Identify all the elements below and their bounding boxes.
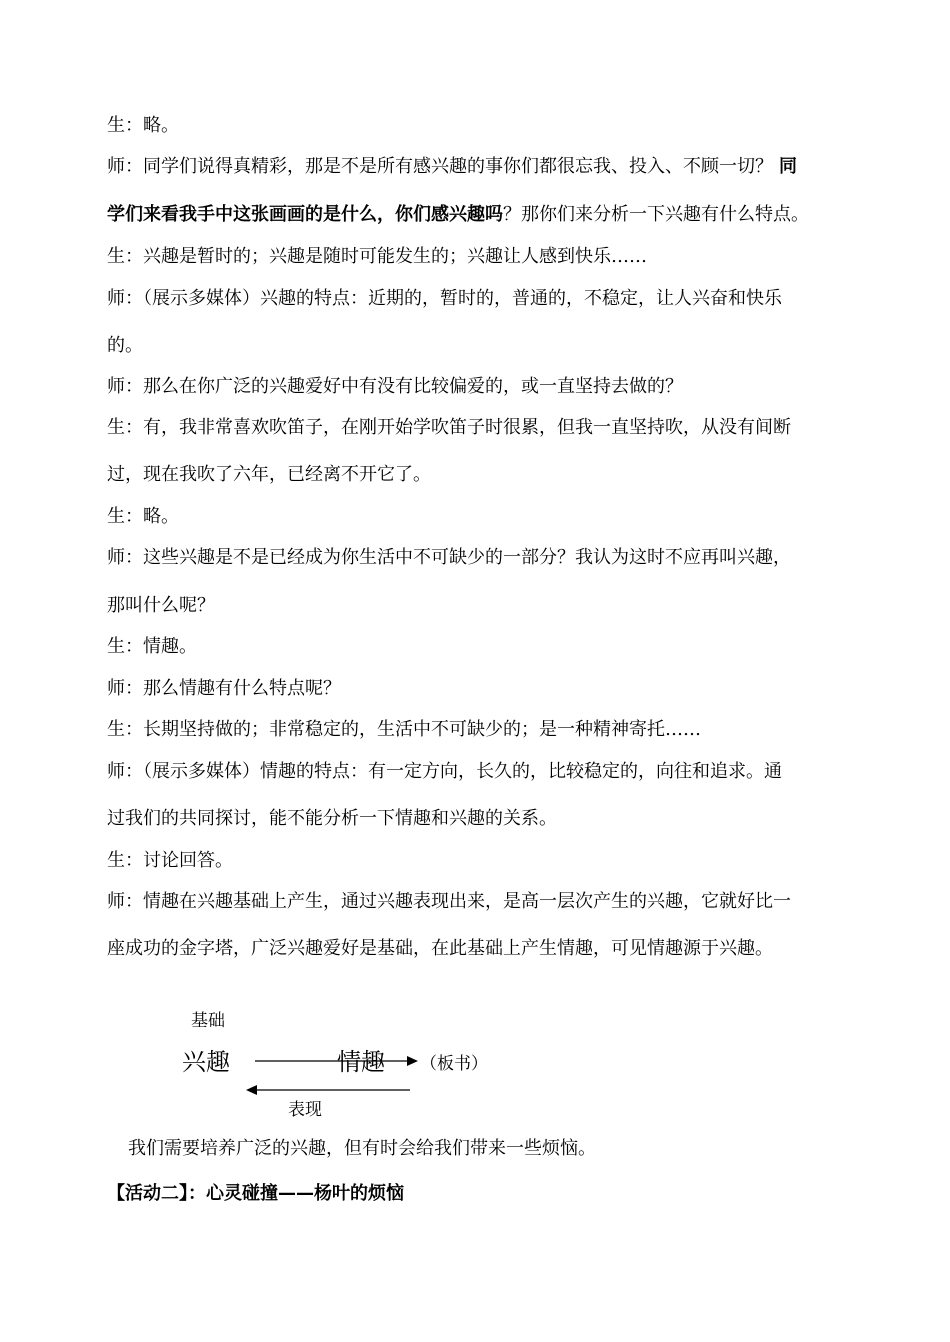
diagram-note: （板书）: [420, 1054, 488, 1074]
activity-heading: 【活动二】：心灵碰撞——杨叶的烦恼: [107, 1183, 404, 1204]
paragraph-line: 生：略。: [107, 506, 179, 527]
paragraph-line: 师：那么在你广泛的兴趣爱好中有没有比较偏爱的，或一直坚持去做的？: [107, 376, 683, 397]
paragraph-line: [107, 203, 847, 227]
diagram-bottom-label: 表现: [288, 1100, 322, 1120]
diagram-right-term: 情趣: [337, 1048, 385, 1076]
paragraph-line: 的。: [107, 335, 143, 356]
paragraph-line: 生：有，我非常喜欢吹笛子，在刚开始学吹笛子时很累，但我一直坚持吹，从没有间断: [107, 417, 791, 438]
paragraph-line: 过我们的共同探讨，能不能分析一下情趣和兴趣的关系。: [107, 808, 557, 829]
paragraph-line: 师：（展示多媒体）兴趣的特点：近期的，暂时的，普通的，不稳定，让人兴奋和快乐: [107, 288, 782, 309]
paragraph-line: 生：略。: [107, 115, 179, 136]
paragraph-bold-text: 学们来看我手中这张画画的是什么，你们感兴趣吗: [107, 204, 503, 225]
paragraph-bold-text: 同: [779, 156, 797, 177]
paragraph-line: 师：这些兴趣是不是已经成为你生活中不可缺少的一部分？我认为这时不应再叫兴趣，: [107, 547, 791, 568]
paragraph-text: ？那你们来分析一下兴趣有什么特点。: [503, 204, 809, 225]
paragraph-line: 师：（展示多媒体）情趣的特点：有一定方向，长久的，比较稳定的，向往和追求。通: [107, 761, 782, 782]
paragraph-line: 师：那么情趣有什么特点呢？: [107, 678, 341, 699]
paragraph-line: 生：长期坚持做的；非常稳定的，生活中不可缺少的；是一种精神寄托……: [107, 719, 701, 740]
paragraph-line: 生：讨论回答。: [107, 850, 233, 871]
paragraph-line: 生：情趣。: [107, 636, 197, 657]
paragraph-line: 座成功的金字塔，广泛兴趣爱好是基础，在此基础上产生情趣，可见情趣源于兴趣。: [107, 938, 773, 959]
paragraph-line: 那叫什么呢？: [107, 595, 215, 616]
paragraph-line: 师：情趣在兴趣基础上产生，通过兴趣表现出来，是高一层次产生的兴趣，它就好比一: [107, 891, 791, 912]
paragraph-line: 过，现在我吹了六年，已经离不开它了。: [107, 464, 431, 485]
paragraph-line: 生：兴趣是暂时的；兴趣是随时可能发生的；兴趣让人感到快乐……: [107, 246, 647, 267]
diagram-left-term: 兴趣: [182, 1048, 230, 1076]
paragraph-text: 师：同学们说得真精彩，那是不是所有感兴趣的事你们都很忘我、投入、不顾一切？: [107, 156, 773, 177]
diagram-top-label: 基础: [191, 1011, 225, 1031]
closing-line: 我们需要培养广泛的兴趣，但有时会给我们带来一些烦恼。: [128, 1138, 596, 1159]
left-arrow: [246, 1085, 410, 1095]
paragraph-line: [107, 155, 847, 179]
